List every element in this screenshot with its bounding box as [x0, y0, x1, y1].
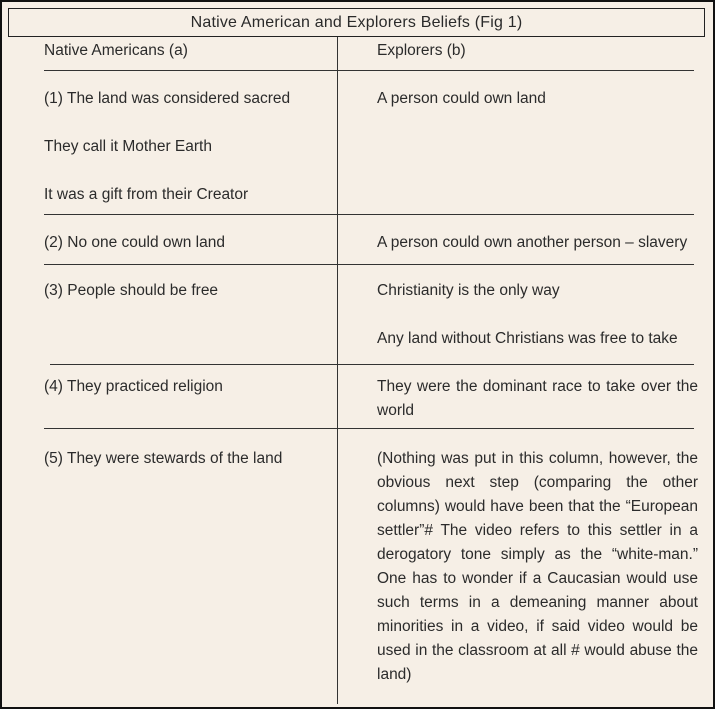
row3-divider: [50, 364, 694, 365]
row3-b-line1: Christianity is the only way: [377, 282, 560, 299]
row3-a-line1: (3) People should be free: [44, 282, 219, 299]
row1-a-line1: (1) The land was considered sacred: [44, 90, 291, 107]
row4-divider: [44, 428, 694, 429]
row1-a-line2: They call it Mother Earth: [44, 138, 212, 155]
header-explorers: Explorers (b): [377, 42, 466, 59]
column-divider: [337, 37, 338, 704]
row2-divider: [44, 264, 694, 265]
row5-b-paragraph: (Nothing was put in this column, however, the obvious next step (comparing the other columns) would have been that the “European settler”# The video refers to this settler in a derogatory tone simply as the “white-man.” One has to wonder if a Caucasian would use such terms in a demeaning manner about minorities in a video, if said video would be used in the classroom at all # would abuse the land): [377, 450, 698, 683]
row4-b-line1: They were the dominant race to take over the world: [377, 378, 698, 419]
row5-a-line1: (5) They were stewards of the land: [44, 450, 283, 467]
row4-a-line1: (4) They practiced religion: [44, 378, 223, 395]
row2-a-line1: (2) No one could own land: [44, 234, 225, 251]
row2-b-line1: A person could own another person – slavery: [377, 234, 688, 251]
table-title: Native American and Explorers Beliefs (Fig 1): [8, 8, 705, 37]
row3-b-line2: Any land without Christians was free to take: [377, 330, 678, 347]
header-native-americans: Native Americans (a): [44, 42, 188, 59]
row1-a-line3: It was a gift from their Creator: [44, 186, 249, 203]
row1-b-line1: A person could own land: [377, 90, 546, 107]
header-divider: [44, 70, 694, 71]
row1-divider: [44, 214, 694, 215]
